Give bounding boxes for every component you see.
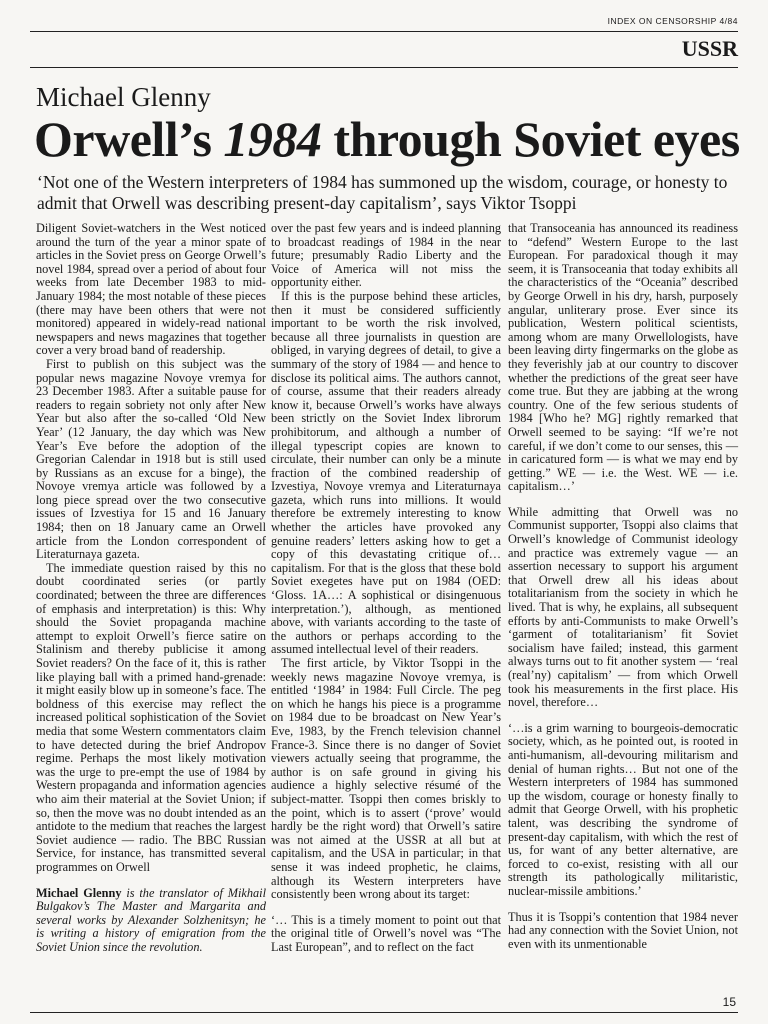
col1-paragraph: The immediate question raised by this no doubt coordinated series (or partly coordinated; between the three are differences of emphasis and interpretation) is this: Why should the Soviet propaganda machine attempt to exploit Orwell’s fierce satire on Stalinism and thereby publicise it among Soviet readers? On the face of it, this is rather like playing ball with a primed hand-grenade: it might easily blow up in someone’s face. The boldness of this exercise may reflect the increased political sophistication of the Soviet media that some Western commentators claim to have detected during the brief Andropov regime. Perhaps the most likely motivation was the urge to pre-empt the use of 1984 by Western propaganda and information agencies who aim their material at the Soviet Union; if so, then the move was no doubt intended as an antidote to the medium that reaches the largest Soviet audience — radio. The BBC Russian Service, for instance, has transmitted several programmes on Orwell bbox=[36, 560, 266, 874]
title-part-1: Orwell’s bbox=[34, 111, 224, 167]
title-part-2: through Soviet eyes bbox=[321, 111, 740, 167]
col2-paragraph: over the past few years and is indeed planning to broadcast readings of 1984 in the near future; presumably Radio Liberty and the Voice of America will not miss the opportunity either. bbox=[271, 221, 501, 290]
author-bio bbox=[36, 887, 266, 955]
running-head: INDEX ON CENSORSHIP 4/84 bbox=[607, 16, 738, 26]
top-rule bbox=[30, 31, 738, 32]
bio-name: Michael Glenny bbox=[36, 885, 122, 900]
section-rule bbox=[30, 67, 738, 68]
column-2 bbox=[271, 222, 501, 954]
col3-paragraph: that Transoceania has announced its readiness to “defend” Western Europe to the last European. For paradoxical though it may seem, it is Transoceania that today exhibits all the characteristics of the “Oceania” described by George Orwell in his dry, harsh, purposely angular, unliterary prose. Ever since its publication, Western political scientists, among whom are many Orwellologists, have been leaving dirty fingermarks on the globe as they feverishly jab at our country to discover whether the predictions of the great seer have come true. But they are jabbing at the wrong country. One of the few serious students of 1984 [Who he? MG] rightly remarked that Orwell seemed to be saying: “If we’re not careful, if we don’t come to our senses, this — in caricatured form — is what we may end by getting.” WE — i.e. the West. WE — i.e. capitalism…’ bbox=[508, 221, 738, 494]
section-label: USSR bbox=[681, 36, 738, 61]
page-number: 15 bbox=[722, 995, 736, 1009]
col3-quote: ‘…is a grim warning to bourgeois-democratic society, which, as he pointed out, is rooted in anti-humanism, all-devouring militarism and denial of human rights… But not one of the Western interpreters of 1984 has summoned up the wisdom, courage or honesty finally to admit that George Orwell, with his prophetic talent, was describing the syndrome of present-day capitalism, with which the rest of us, for want of any better alternative, are forced to co-exist, resisting with all our strength its pathologically militaristic, nuclear-missile ambitions.’ bbox=[508, 720, 738, 898]
col2-paragraph: If this is the purpose behind these articles, then it must be considered sufficiently important to be worth the risk involved, because all three journalists in question are obliged, in varying degrees of detail, to give a summary of the story of 1984 — and hence to disclose its political aims. The authors cannot, of course, assume that their readers already know it, because Orwell’s works have always been strictly on the Soviet Index librorum prohibitorum, and although a number of illegal typescript copies are known to circulate, their number can only be a minute fraction of the combined readership of Izvestiya, Novoye vremya and Literaturnaya gazeta, which runs into millions. It would therefore be extremely interesting to know whether the articles have provoked any genuine readers’ letters asking how to get a copy of this devastating critique of… capitalism. For that is the gloss that these bold Soviet exegetes have put on 1984 (OED: ‘Gloss. 1A…: A sophistical or disingenuous interpretation.’), although, as mentioned above, with variants according to the taste of the authors or perhaps according to the assumed intellectual level of their readers. bbox=[271, 288, 501, 657]
col1-paragraph: First to publish on this subject was the popular news magazine Novoye vremya for 23 December 1983. After a suitable pause for readers to regain sobriety not only after New Year but also after the so-called ‘Old New Year’ (12 January, the day which was New Year’s Eve before the adoption of the Gregorian Calendar in 1918 but is still used by Russians as an excuse for a binge), the Novoye vremya article was followed by a long piece spread over the two consecutive issues of Izvestiya for 15 and 16 January 1984; then on 18 January came an Orwell article from the London correspondent of Literaturnaya gazeta. bbox=[36, 356, 266, 562]
col2-quote: ‘… This is a timely moment to point out that the original title of Orwell’s novel was “The Last European”, and to reflect on the fact bbox=[271, 912, 501, 954]
column-3 bbox=[508, 222, 738, 951]
standfirst: ‘Not one of the Western interpreters of 1984 has summoned up the wisdom, courage, or honesty to admit that Orwell was describing present-day capitalism’, says Viktor Tsoppi bbox=[37, 172, 728, 213]
column-1 bbox=[36, 222, 266, 954]
title-italic: 1984 bbox=[223, 111, 322, 167]
article-title bbox=[34, 110, 740, 168]
col2-paragraph: The first article, by Viktor Tsoppi in the weekly news magazine Novoye vremya, is entitled ‘1984’ in 1984: Full Circle. The peg on which he hangs his piece is a programme on 1984 due to be broadcast on New Year’s Eve, 1983, by the French television channel France-3. Since there is no danger of Soviet viewers actually seeing that programme, the author is on safe ground in giving his audience a highly selective résumé of the subject-matter. Tsoppi then comes briskly to the point, which is to assert (‘prove’ would hardly be the right word) that Orwell’s satire was not aimed at the USSR at all but at capitalism, and the USA in particular; in that sense it was indeed prophetic, he claims, although its Western interpreters have consistently been wrong about its target: bbox=[271, 656, 501, 902]
author-byline: Michael Glenny bbox=[36, 82, 211, 112]
col3-paragraph: While admitting that Orwell was no Communist supporter, Tsoppi also claims that Orwell’s knowledge of Communist ideology and practice was extremely vague — an assertion necessary to support his argument that Orwell drew all his ideas about totalitarianism from the society in which he lived. That is why, he explains, all subsequent efforts by anti-Communists to make Orwell’s ‘garment of totalitarianism’ fit Soviet socialism have failed; instead, this garment always turns out to fit another system — ‘real (real’ny) capitalism’ — from which Orwell took his measurements in the first place. His novel, therefore… bbox=[508, 504, 738, 710]
col1-paragraph: Diligent Soviet-watchers in the West noticed around the turn of the year a minor spate of articles in the Soviet press on George Orwell’s novel 1984, spread over a period of about four weeks from late December 1983 to mid-January 1984; the most notable of these pieces (there may have been others that were not monitored) appeared in widely-read national newspapers and news magazines that together cover a very broad band of readership. bbox=[36, 221, 266, 358]
bottom-rule bbox=[30, 1012, 738, 1013]
col3-paragraph: Thus it is Tsoppi’s contention that 1984 never had any connection with the Soviet Union, not even with its unmentionable bbox=[508, 909, 738, 951]
bio-text: is the translator of Mikhail Bulgakov’s The Master and Margarita and several works by Alexander Solzhenitsyn; he is writing a history of emigration from the Soviet Union since the revolution. bbox=[36, 885, 266, 954]
